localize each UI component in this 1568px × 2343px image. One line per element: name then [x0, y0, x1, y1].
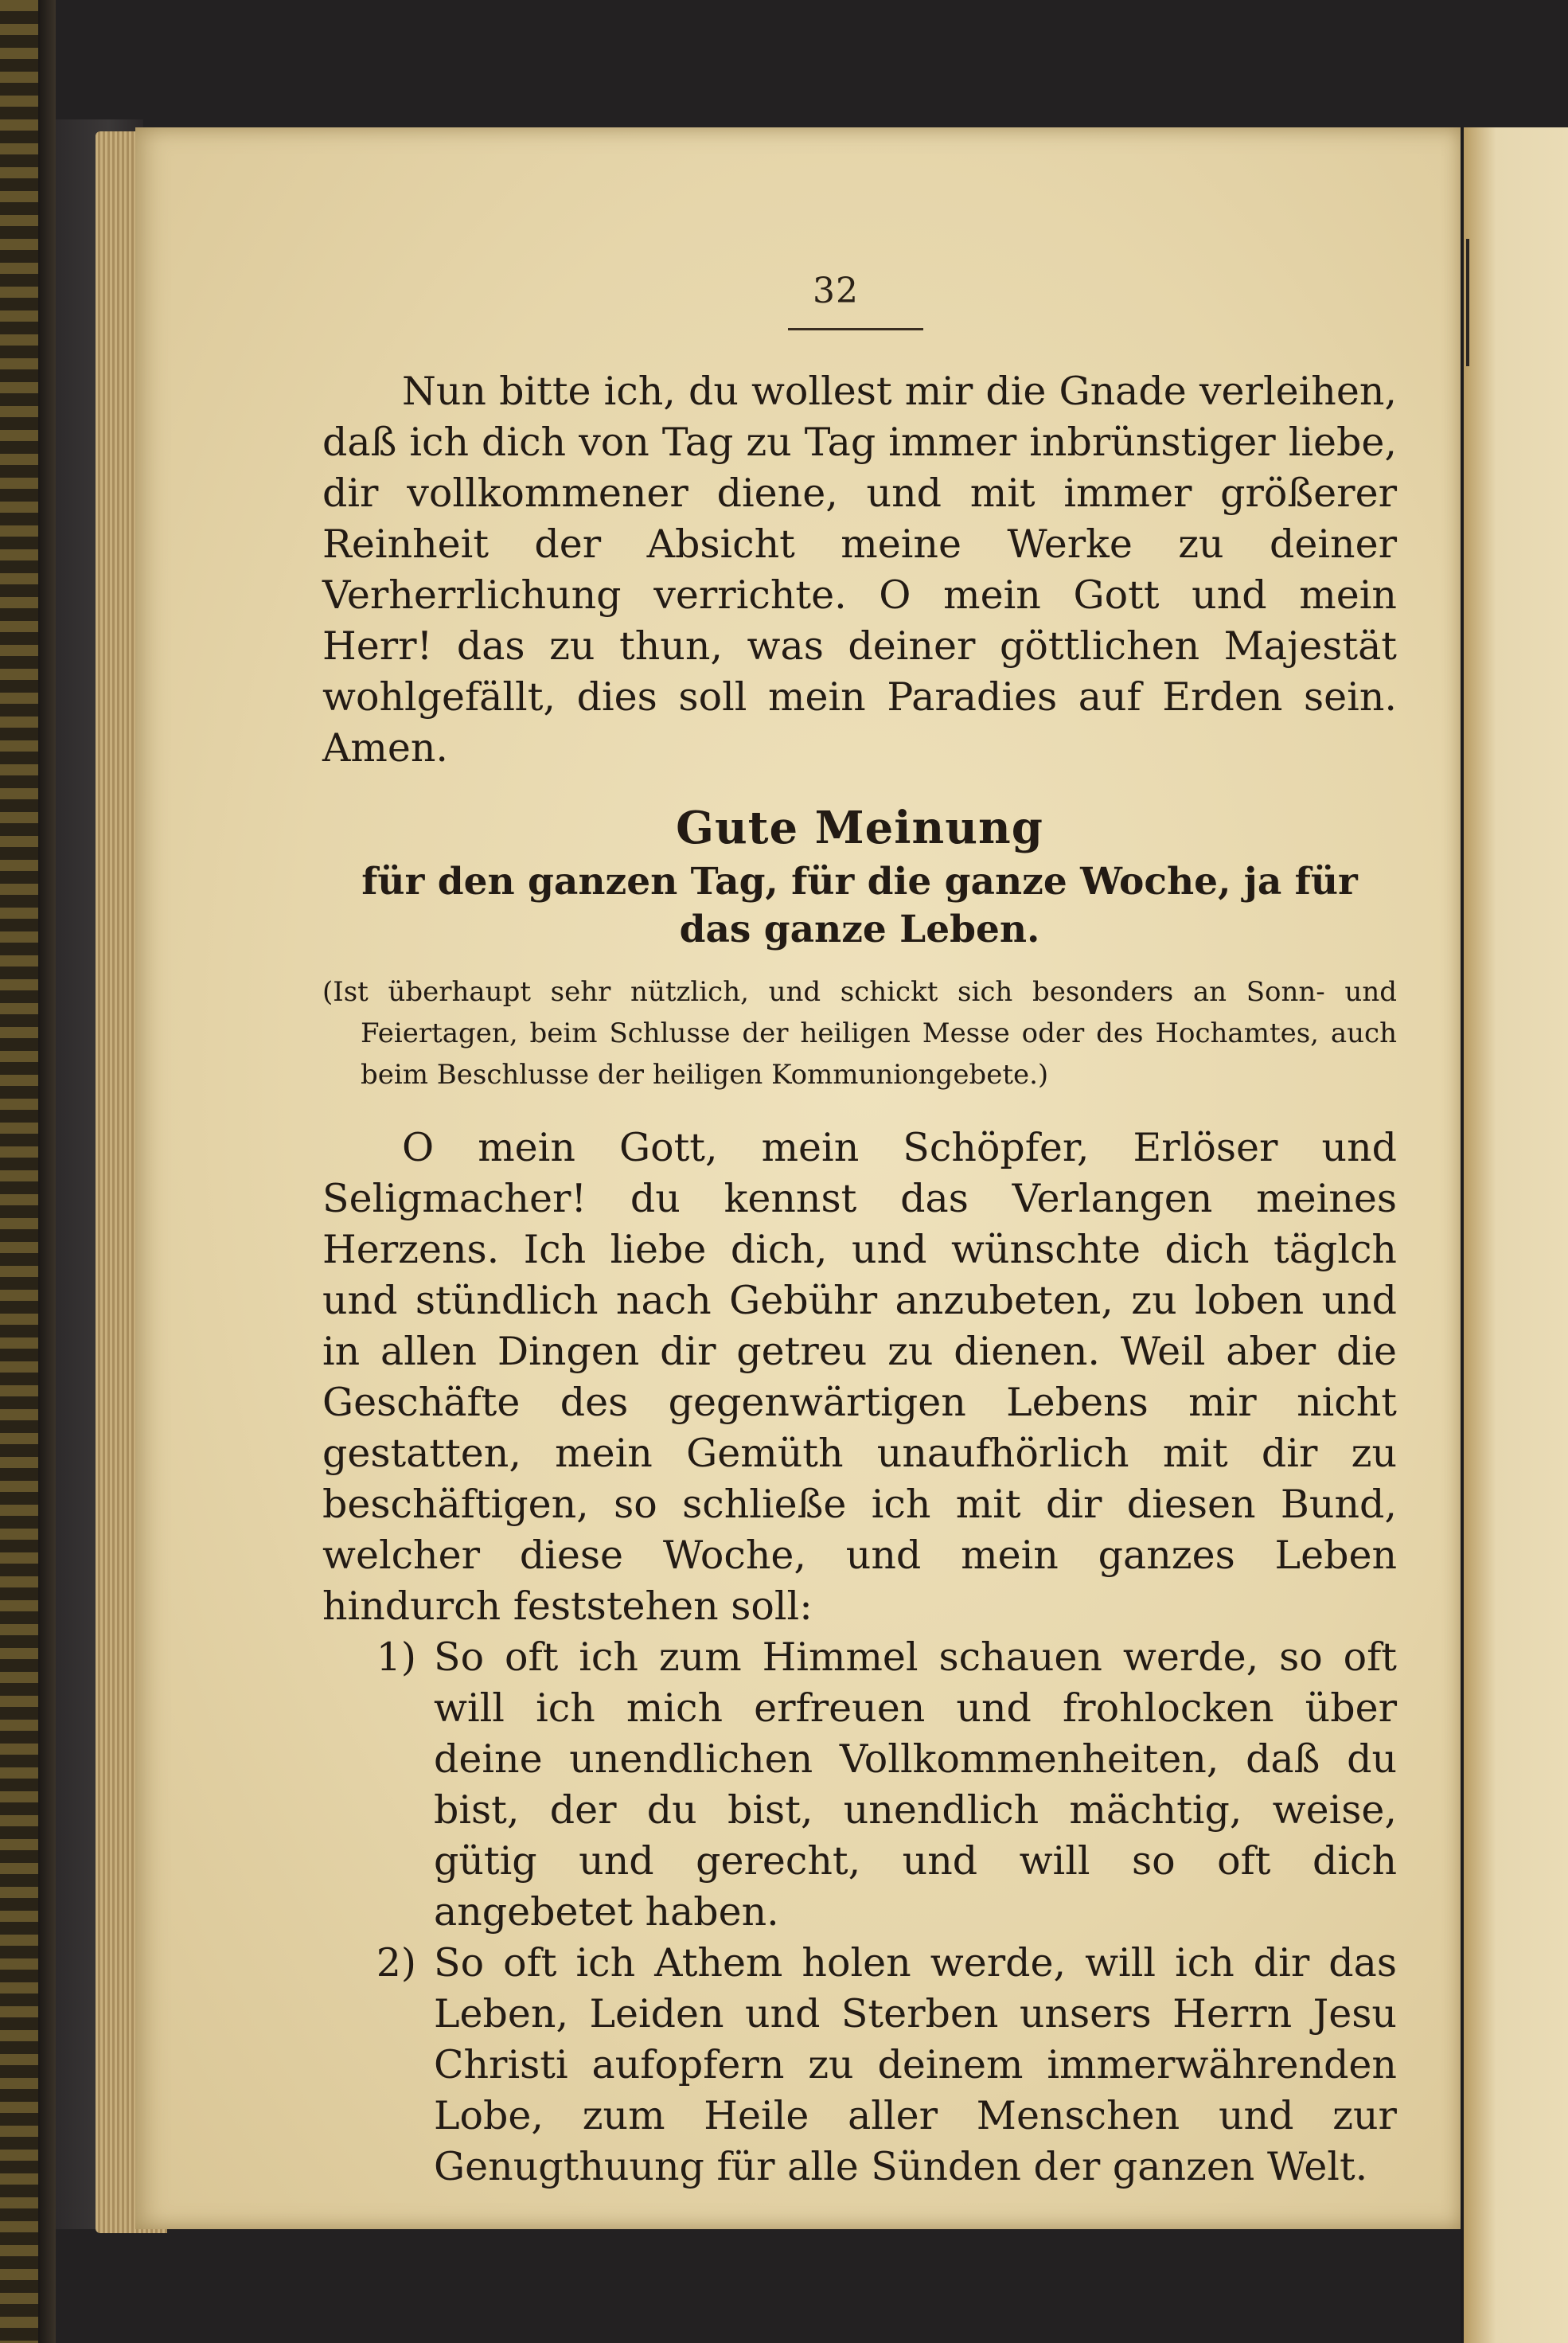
- usage-note: (Ist überhaupt sehr nützlich, und schickt sich besonders an Sonn- und Feiertagen, beim Schlusse der heiligen Messe oder des Hochamtes, auch beim Beschlusse der heiligen Kommuniongebete.): [322, 976, 1397, 1091]
- section-title: Gute Meinung: [676, 802, 1043, 854]
- list-item-number: 2): [376, 1940, 416, 1986]
- page-number: 32: [813, 271, 859, 311]
- page-number-rule: [788, 328, 923, 330]
- list-item: [322, 1938, 1397, 2193]
- opening-paragraph: Nun bitte ich, du wollest mir die Gnade verleihen, daß ich dich von Tag zu Tag immer inbrünstiger liebe, dir vollkommener diene, und mit immer größerer Reinheit der Absicht meine Werke zu deiner Verherrlichung verrichte. O mein Gott und mein Herr! das zu thun, was deiner göttlichen Majestät wohlgefällt, dies soll mein Paradies auf Erden sein. Amen.: [322, 369, 1397, 771]
- book-binding: [0, 0, 56, 2343]
- list-item: [322, 1632, 1397, 1938]
- list-item-text: So oft ich Athem holen werde, will ich dir das Leben, Leiden und Sterben unsers Herrn Jesu Christi aufopfern zu deinem immerwährenden Lobe, zum Heile aller Menschen und zur Genugthuung für alle Sünden der ganzen Welt.: [434, 1940, 1397, 2189]
- page-edge-shadow: [1466, 239, 1469, 366]
- list-item-number: 1): [376, 1634, 416, 1680]
- list-item-text: So oft ich zum Himmel schauen werde, so oft will ich mich erfreuen und frohlocken über deine unendlichen Vollkommenheiten, daß du bist, der du bist, unendlich mächtig, weise, gütig und gerecht, und will so oft dich angebetet haben.: [434, 1634, 1397, 1935]
- page-text: [322, 366, 1397, 2193]
- prayer-intro: O mein Gott, mein Schöpfer, Erlöser und Seligmacher! du kennst das Verlangen meines Herzens. Ich liebe dich, und wünschte dich täglch und stündlich nach Gebühr anzubeten, zu loben und in allen Dingen dir getreu zu dienen. Weil aber die Geschäfte des gegenwärtigen Lebens mir nicht gestatten, mein Gemüth unaufhörlich mit dir zu beschäftigen, so schließe ich mit dir diesen Bund, welcher diese Woche, und mein ganzes Leben hindurch feststehen soll:: [322, 1125, 1397, 1629]
- adjacent-page: [1461, 127, 1568, 2343]
- section-subtitle: für den ganzen Tag, für die ganze Woche, ja für das ganze Leben.: [361, 860, 1358, 951]
